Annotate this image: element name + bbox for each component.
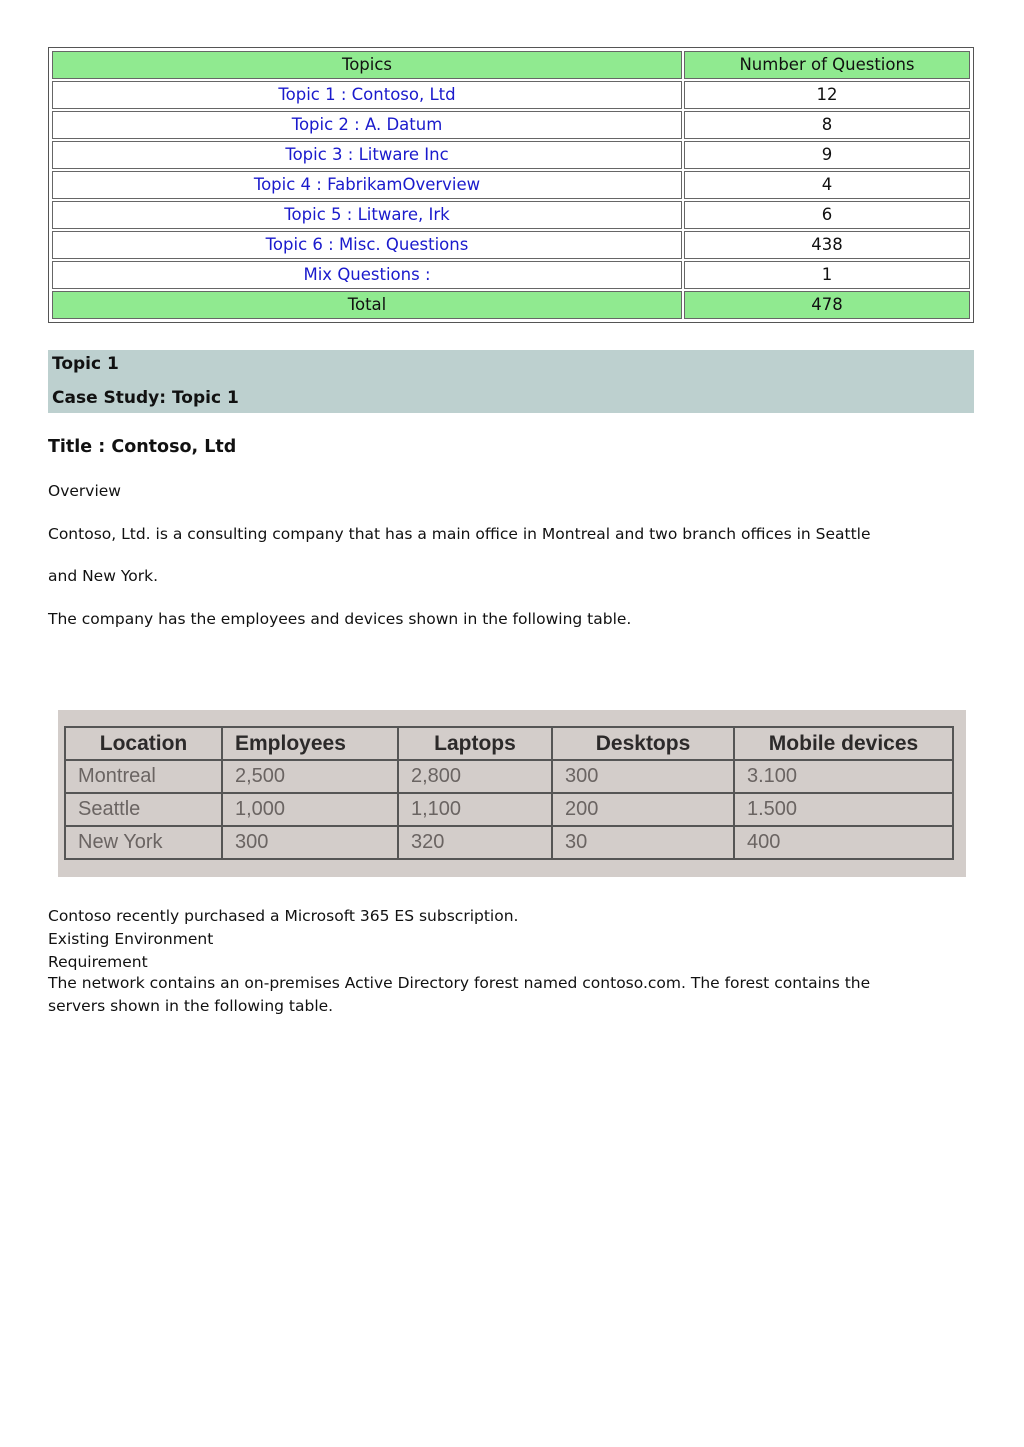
- col-mobile-devices: Mobile devices: [734, 727, 953, 760]
- question-count: 9: [684, 141, 970, 169]
- cell-employees: 1,000: [222, 793, 398, 826]
- paragraph: Contoso recently purchased a Microsoft 365 ES subscription.: [48, 907, 519, 925]
- table-row: [52, 171, 970, 199]
- cell-desktops: 200: [552, 793, 734, 826]
- topic-link[interactable]: Topic 3 : Litware Inc: [52, 141, 682, 169]
- location-table-image: [58, 710, 966, 877]
- col-location: Location: [65, 727, 222, 760]
- col-employees: Employees: [222, 727, 398, 760]
- cell-desktops: 30: [552, 826, 734, 859]
- cell-location: Montreal: [65, 760, 222, 793]
- header-count: Number of Questions: [684, 51, 970, 79]
- cell-mobile: 400: [734, 826, 953, 859]
- section-heading: Existing Environment: [48, 930, 214, 948]
- question-count: 8: [684, 111, 970, 139]
- topics-table-header: [52, 51, 970, 79]
- table-row: [52, 261, 970, 289]
- paragraph: The company has the employees and devices shown in the following table.: [48, 610, 632, 628]
- table-row: [52, 201, 970, 229]
- case-title: Title : Contoso, Ltd: [48, 437, 237, 457]
- table-row: [52, 81, 970, 109]
- header-topics: Topics: [52, 51, 682, 79]
- topics-table: [48, 47, 974, 323]
- cell-desktops: 300: [552, 760, 734, 793]
- paragraph: Contoso, Ltd. is a consulting company that has a main office in Montreal and two branch offices in Seattle: [48, 525, 871, 543]
- case-study-heading: Case Study: Topic 1: [52, 388, 239, 408]
- table-row: [52, 231, 970, 259]
- paragraph: The network contains an on-premises Active Directory forest named contoso.com. The forest contains the: [48, 974, 871, 992]
- topic-link[interactable]: Topic 2 : A. Datum: [52, 111, 682, 139]
- cell-mobile: 3.100: [734, 760, 953, 793]
- cell-laptops: 1,100: [398, 793, 552, 826]
- question-count: 4: [684, 171, 970, 199]
- topic-heading: Topic 1: [52, 354, 119, 374]
- overview-heading: Overview: [48, 482, 121, 500]
- col-desktops: Desktops: [552, 727, 734, 760]
- section-heading: Requirement: [48, 953, 148, 971]
- table-row: [65, 826, 953, 859]
- cell-laptops: 2,800: [398, 760, 552, 793]
- table-row: [52, 141, 970, 169]
- cell-employees: 2,500: [222, 760, 398, 793]
- topic-link[interactable]: Topic 5 : Litware, Irk: [52, 201, 682, 229]
- cell-location: Seattle: [65, 793, 222, 826]
- location-table-header: [65, 727, 953, 760]
- topic-link[interactable]: Topic 6 : Misc. Questions: [52, 231, 682, 259]
- question-count: 1: [684, 261, 970, 289]
- paragraph: servers shown in the following table.: [48, 997, 334, 1015]
- table-row: [65, 793, 953, 826]
- cell-employees: 300: [222, 826, 398, 859]
- cell-mobile: 1.500: [734, 793, 953, 826]
- question-count: 6: [684, 201, 970, 229]
- topic-link[interactable]: Mix Questions :: [52, 261, 682, 289]
- topic-heading-band: [48, 350, 974, 413]
- question-count: 12: [684, 81, 970, 109]
- table-row: [65, 760, 953, 793]
- total-row: [52, 291, 970, 319]
- question-count: 438: [684, 231, 970, 259]
- col-laptops: Laptops: [398, 727, 552, 760]
- paragraph: and New York.: [48, 567, 158, 585]
- topic-link[interactable]: Topic 1 : Contoso, Ltd: [52, 81, 682, 109]
- total-label: Total: [52, 291, 682, 319]
- table-row: [52, 111, 970, 139]
- cell-location: New York: [65, 826, 222, 859]
- total-count: 478: [684, 291, 970, 319]
- cell-laptops: 320: [398, 826, 552, 859]
- topic-link[interactable]: Topic 4 : FabrikamOverview: [52, 171, 682, 199]
